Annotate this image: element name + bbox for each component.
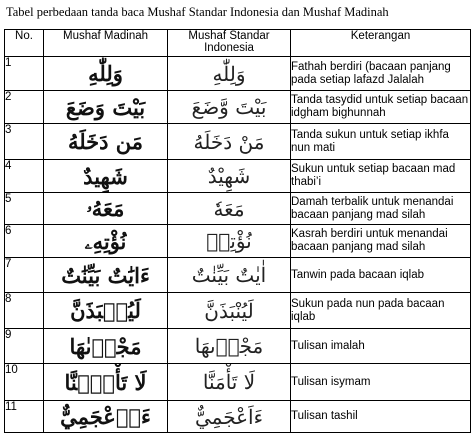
indonesia-text: نُؤْتِهٖ bbox=[168, 225, 291, 258]
row-number: 1 bbox=[5, 57, 44, 91]
keterangan-text: Sukun untuk setiap bacaan mad thabi’i bbox=[291, 160, 471, 193]
header-keterangan: Keterangan bbox=[291, 30, 471, 57]
header-indonesia: Mushaf Standar Indonesia bbox=[168, 30, 291, 57]
table-row bbox=[5, 329, 471, 364]
table-row bbox=[5, 293, 471, 329]
header-madinah: Mushaf Madinah bbox=[44, 30, 168, 57]
madinah-text: لَيُنۢبَذَنَّ bbox=[44, 293, 168, 329]
table-row bbox=[5, 91, 471, 124]
table-caption: Tabel perbedaan tanda baca Mushaf Standar Indonesia dan Mushaf Madinah bbox=[6, 5, 389, 19]
keterangan-text: Tulisan imalah bbox=[291, 329, 471, 364]
comparison-table bbox=[4, 29, 471, 433]
table-row bbox=[5, 258, 471, 293]
row-number: 2 bbox=[5, 91, 44, 124]
row-number: 9 bbox=[5, 329, 44, 364]
indonesia-text: لَيُنْبَذَنَّ bbox=[168, 293, 291, 329]
row-number: 5 bbox=[5, 193, 44, 225]
madinah-text: مَعَهُۥ bbox=[44, 193, 168, 225]
table-row bbox=[5, 225, 471, 258]
table-row bbox=[5, 364, 471, 401]
madinah-text: بَيْتَ وَضَعَ bbox=[44, 91, 168, 124]
madinah-text: مَجْرٜىٰهَا bbox=[44, 329, 168, 364]
header-row bbox=[5, 30, 471, 57]
keterangan-text: Kasrah berdiri untuk menandai bacaan panjang mad silah bbox=[291, 225, 471, 258]
row-number: 6 bbox=[5, 225, 44, 258]
table-row bbox=[5, 160, 471, 193]
header-no: No. bbox=[5, 30, 44, 57]
madinah-text: مَن دَخَلَهُ bbox=[44, 124, 168, 160]
madinah-text: وَلِلّٰهِ bbox=[44, 57, 168, 91]
table-row bbox=[5, 124, 471, 160]
indonesia-text: مَعَهٗ bbox=[168, 193, 291, 225]
row-number: 11 bbox=[5, 401, 44, 433]
madinah-text: لَا تَأْمَ۫نَّا bbox=[44, 364, 168, 401]
keterangan-text: Sukun pada nun pada bacaan iqlab bbox=[291, 293, 471, 329]
keterangan-text: Fathah berdiri (bacaan panjang pada setiap lafazd Jalalah bbox=[291, 57, 471, 91]
indonesia-text: بَيْتَ وَّضَعَ bbox=[168, 91, 291, 124]
indonesia-text: مَنْ دَخَلَهُ bbox=[168, 124, 291, 160]
madinah-text: ءَايَٰتٌ بَيِّنَٰتٌ bbox=[44, 258, 168, 293]
keterangan-text: Damah terbalik untuk menandai bacaan panjang mad silah bbox=[291, 193, 471, 225]
row-number: 4 bbox=[5, 160, 44, 193]
table-row bbox=[5, 193, 471, 225]
row-number: 8 bbox=[5, 293, 44, 329]
madinah-text: ءَا۬عْجَمِيٌّ bbox=[44, 401, 168, 433]
table-row bbox=[5, 401, 471, 433]
table-row bbox=[5, 57, 471, 91]
indonesia-text: اٰيٰتٌ بَيِّنٰتٌ bbox=[168, 258, 291, 293]
keterangan-text: Tanda sukun untuk setiap ikhfa nun mati bbox=[291, 124, 471, 160]
row-number: 3 bbox=[5, 124, 44, 160]
indonesia-text: وَلِلّٰهِ bbox=[168, 57, 291, 91]
indonesia-text: لَا تَأْمَنَّا bbox=[168, 364, 291, 401]
indonesia-text: شَهِيْدٌ bbox=[168, 160, 291, 193]
keterangan-text: Tulisan isymam bbox=[291, 364, 471, 401]
indonesia-text: مَجْرٖىهَا bbox=[168, 329, 291, 364]
madinah-text: شَهِيدٌ bbox=[44, 160, 168, 193]
madinah-text: نُؤْتِهِۦ bbox=[44, 225, 168, 258]
row-number: 7 bbox=[5, 258, 44, 293]
row-number: 10 bbox=[5, 364, 44, 401]
keterangan-text: Tanda tasydid untuk setiap bacaan idgham bighunnah bbox=[291, 91, 471, 124]
keterangan-text: Tanwin pada bacaan iqlab bbox=[291, 258, 471, 293]
indonesia-text: ءَاَعْجَمِيٌّ bbox=[168, 401, 291, 433]
keterangan-text: Tulisan tashil bbox=[291, 401, 471, 433]
